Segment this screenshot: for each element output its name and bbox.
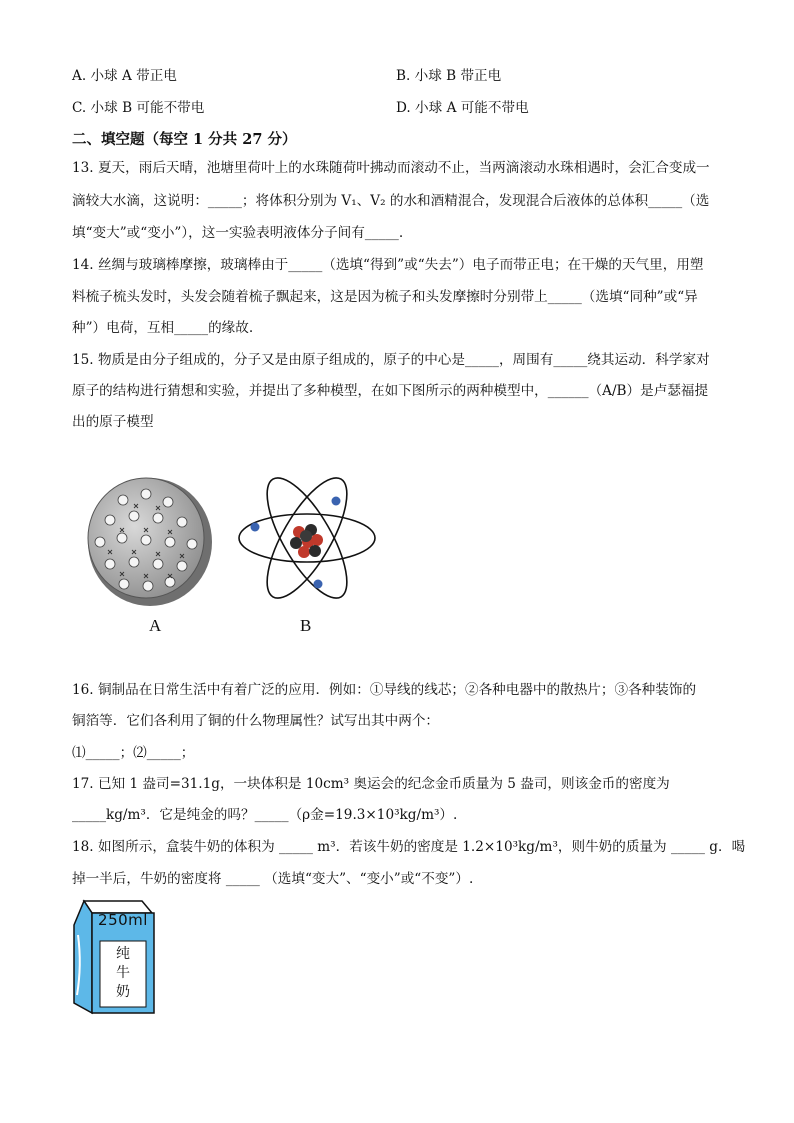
q15-line-3: 出的原子模型 — [72, 414, 154, 430]
q14-line-1: 14. 丝绸与玻璃棒摩擦，玻璃棒由于_____（选填“得到”或“失去”）电子而带正电；在干燥的天气里，用塑 — [72, 257, 704, 273]
q15-line-1: 15. 物质是由分子组成的，分子又是由原子组成的，原子的中心是_____，周围有_____绕其运动．科学家对 — [72, 352, 710, 368]
q16-line-2: 铜箔等．它们各利用了铜的什么物理属性？试写出其中两个： — [72, 713, 440, 729]
nucleus-icon — [290, 524, 323, 558]
q14-line-2: 料梳子梳头发时，头发会随着梳子飘起来，这是因为梳子和头发摩擦时分别带上_____（选填“同种”或“异 — [72, 289, 698, 305]
q15-line-2: 原子的结构进行猜想和实验，并提出了多种模型，在如下图所示的两种模型中，______（A/B）是卢瑟福提 — [72, 383, 709, 399]
option-d: D. 小球 A 可能不带电 — [396, 100, 529, 116]
q14-line-3: 种”）电荷，互相_____的缘故. — [72, 320, 254, 336]
q13-line-1: 13. 夏天，雨后天晴，池塘里荷叶上的水珠随荷叶拂动而滚动不止，当两滴滚动水珠相遇时，会汇合变成一 — [72, 160, 710, 176]
milk-box-figure — [70, 895, 160, 1015]
plum-pudding-model-figure — [78, 470, 228, 610]
option-b: B. 小球 B 带正电 — [396, 68, 502, 84]
milk-text-1: 纯 — [116, 946, 130, 962]
q18-line-1: 18. 如图所示，盒装牛奶的体积为 _____ m³．若该牛奶的密度是 1.2×10³kg/m³，则牛奶的质量为 _____ g．喝 — [72, 839, 746, 855]
q17-line-2: _____kg/m³．它是纯金的吗？_____（ρ金=19.3×10³kg/m³）. — [72, 807, 458, 823]
q13-line-3: 填“变大”或“变小”），这一实验表明液体分子间有_____. — [72, 225, 404, 241]
milk-text-2: 牛 — [116, 965, 130, 981]
q17-line-1: 17. 已知 1 盎司=31.1g，一块体积是 10cm³ 奥运会的纪念金币质量为 5 盎司，则该金币的密度为 — [72, 776, 670, 792]
figure-b-label: B — [300, 616, 312, 635]
q13-line-2: 滴较大水滴，这说明：_____；将体积分别为 V₁、V₂ 的水和酒精混合，发现混合后液体的总体积_____（选 — [72, 193, 710, 209]
option-c: C. 小球 B 可能不带电 — [72, 100, 205, 116]
section-title: 二、填空题（每空 1 分共 27 分） — [72, 131, 297, 148]
rutherford-model-figure — [236, 466, 378, 616]
q16-line-3: ⑴_____；⑵_____； — [72, 745, 195, 761]
option-a: A. 小球 A 带正电 — [72, 68, 177, 84]
q16-line-1: 16. 铜制品在日常生活中有着广泛的应用．例如：①导线的线芯；②各种电器中的散热片；③各种装饰的 — [72, 682, 697, 698]
milk-volume-label: 250ml — [98, 911, 148, 929]
milk-text-3: 奶 — [116, 984, 130, 1000]
figure-a-label: A — [149, 616, 162, 635]
q18-line-2: 掉一半后，牛奶的密度将 _____ （选填“变大”、“变小”或“不变”）. — [72, 871, 474, 887]
